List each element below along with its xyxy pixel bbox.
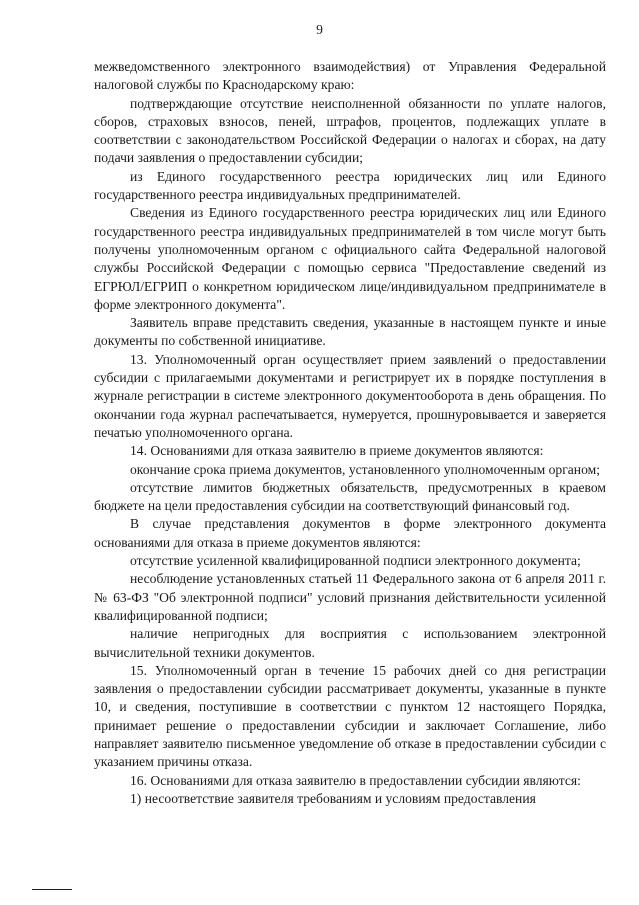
- paragraph: 15. Уполномоченный орган в течение 15 рабочих дней со дня регистрации заявления о предоставлении субсидии рассматривает документы, указанные в пункте 10, и сведения, поступившие в соответствии с пунктом 12 настоящего Порядка, принимает решение о предоставлении субсидии и заключает Соглашение, либо направляет заявителю письменное уведомление об отказе в предоставлении субсидии с указанием причины отказа.: [94, 662, 606, 770]
- document-body: [94, 58, 606, 808]
- paragraph: наличие непригодных для восприятия с использованием электронной вычислительной техники документов.: [94, 626, 606, 660]
- paragraph: несоблюдение установленных статьей 11 Федерального закона от 6 апреля 2011 г. № 63-ФЗ "Об электронной подписи" условий признания действительности усиленной квалифицированной подписи;: [94, 571, 606, 623]
- paragraph: 16. Основаниями для отказа заявителю в предоставлении субсидии являются:: [130, 772, 581, 788]
- paragraph: 14. Основаниями для отказа заявителю в приеме документов являются:: [130, 443, 544, 459]
- paragraph: Сведения из Единого государственного реестра юридических лиц или Единого государственного реестра индивидуальных предпринимателей в том числе могут быть получены уполномоченным органом с официального сайта Федеральной налоговой службы Российской Федерации с помощью сервиса "Предоставление сведений из ЕГРЮЛ/ЕГРИП о конкретном юридическом лице/индивидуальном предпринимателе в форме электронного документа".: [94, 205, 606, 312]
- paragraph: межведомственного электронного взаимодействия) от Управления Федеральной налоговой службы по Краснодарскому краю:: [94, 59, 606, 93]
- paragraph: из Единого государственного реестра юридических лиц или Единого государственного реестра индивидуальных предпринимателей.: [94, 168, 606, 203]
- footnote-separator: [32, 889, 72, 890]
- page-number: 9: [316, 22, 323, 37]
- paragraph: 13. Уполномоченный орган осуществляет прием заявлений о предоставлении субсидии с прилагаемыми документами и регистрирует их в порядке поступления в журнале регистрации в системе электронного документооборота в день обращения. По окончании года журнал распечатывается, нумеруется, прошнуровывается и заверяется печатью уполномоченного органа.: [94, 351, 606, 440]
- paragraph: отсутствие лимитов бюджетных обязательств, предусмотренных в краевом бюджете на цели предоставления субсидии на соответствующий финансовый год.: [94, 479, 606, 514]
- paragraph: отсутствие усиленной квалифицированной подписи электронного документа;: [130, 553, 581, 569]
- paragraph: Заявитель вправе представить сведения, указанные в настоящем пункте и иные документы по собственной инициативе.: [94, 315, 606, 349]
- paragraph: 1) несоответствие заявителя требованиям и условиям предоставления: [130, 790, 536, 806]
- paragraph: окончание срока приема документов, установленного уполномоченным органом;: [130, 461, 600, 477]
- paragraph: В случае представления документов в форме электронного документа основаниями для отказа в приеме документов являются:: [94, 516, 606, 550]
- paragraph: подтверждающие отсутствие неисполненной обязанности по уплате налогов, сборов, страховых взносов, пеней, штрафов, процентов, подлежащих уплате в соответствии с законодательством Российской Федерации о налогах и сборах, на дату подачи заявления о предоставлении субсидии;: [94, 95, 606, 166]
